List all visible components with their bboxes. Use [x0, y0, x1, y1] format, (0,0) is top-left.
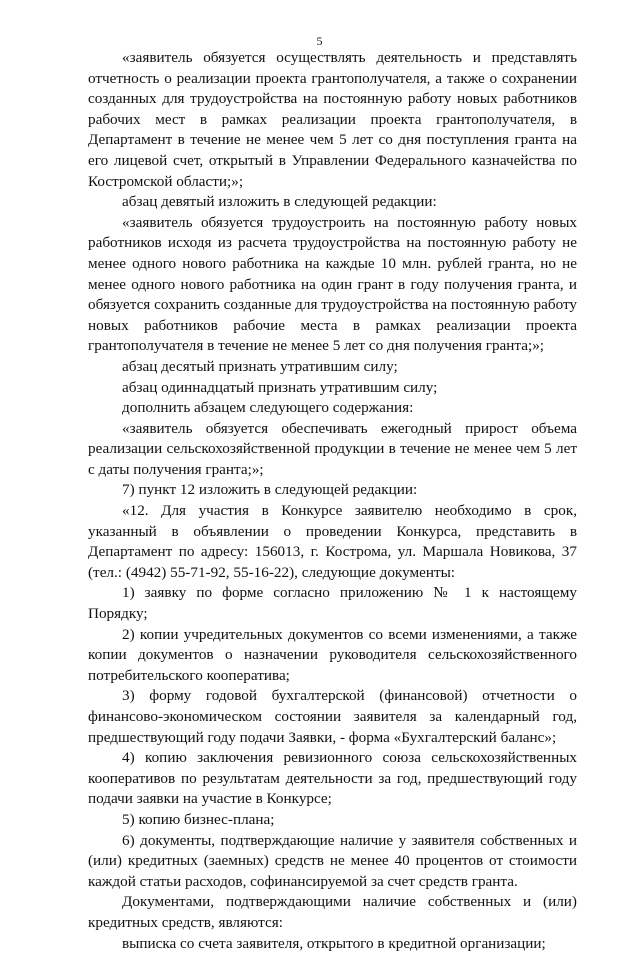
page-number: 5	[316, 34, 323, 48]
paragraph-tenth-abzats-void: абзац десятый признать утратившим силу;	[122, 357, 398, 375]
list-item-2: 2) копии учредительных документов со всеми изменениями, а также копии документов о назначении руководителя сельскохозяйственного потребительского кооператива;	[88, 625, 577, 684]
paragraph-reporting-obligation: «заявитель обязуется осуществлять деятельность и представлять отчетность о реализации проекта грантополучателя, а также о сохранении созданных для трудоустройства на постоянную работу новых работников рабочих мест в рамках реализации проекта грантополучателя, в Департамент в течение не менее чем 5 лет со дня поступления гранта на его лицевой счет, открытый в Управлении Федерального казначейства по Костромской области;»;	[88, 49, 577, 190]
paragraph-clause-12: «12. Для участия в Конкурсе заявителю необходимо в срок, указанный в объявлении о проведении Конкурса, представить в Департамент по адресу: 156013, г. Кострома, ул. Маршала Новикова, 37 (тел.: (4942) 55-71-92, 55-16-22), следующие документы:	[88, 502, 577, 581]
paragraph-sales-growth-obligation: «заявитель обязуется обеспечивать ежегодный прирост объема реализации сельскохозяйственной продукции в течение не менее чем 5 лет с даты получения гранта;»;	[88, 419, 577, 478]
paragraph-employment-obligation: «заявитель обязуется трудоустроить на постоянную работу новых работников исходя из расчета трудоустройства на постоянную работу не менее одного нового работника на каждые 10 млн. рублей гранта, но не менее одного нового работника на один грант в году получения гранта, и обязуется сохранить созданные для трудоустройства на постоянную работу новых работников рабочие места в рамках реализации проекта грантополучателя в течение не менее 5 лет со дня получения гранта;»;	[88, 213, 577, 355]
list-item-1: 1) заявку по форме согласно приложению № 1 к настоящему Порядку;	[88, 584, 577, 623]
list-item-4: 4) копию заключения ревизионного союза сельскохозяйственных кооперативов по результатам деятельности за год, предшествующий году подачи заявки на участие в Конкурсе;	[88, 749, 577, 808]
document-body	[88, 48, 577, 954]
list-item-3: 3) форму годовой бухгалтерской (финансовой) отчетности о финансово-экономическом состоянии заявителя за календарный год, предшествующий году подачи Заявки, - форма «Бухгалтерский баланс»;	[88, 687, 577, 746]
paragraph-documents-intro: Документами, подтверждающими наличие собственных и (или) кредитных средств, являются:	[88, 893, 577, 931]
paragraph-eleventh-abzats-void: абзац одиннадцатый признать утратившим силу;	[122, 378, 438, 396]
paragraph-bank-statement: выписка со счета заявителя, открытого в кредитной организации;	[122, 934, 546, 952]
paragraph-ninth-abzats-heading: абзац девятый изложить в следующей редакции:	[122, 193, 437, 211]
paragraph-add-abzats: дополнить абзацем следующего содержания:	[122, 399, 414, 417]
list-item-6: 6) документы, подтверждающие наличие у заявителя собственных и (или) кредитных (заемных) средств не менее 40 процентов от стоимости каждой статьи расходов, софинансируемой за счет средств гранта.	[88, 831, 577, 890]
paragraph-item-7: 7) пункт 12 изложить в следующей редакции:	[122, 481, 418, 499]
list-item-5: 5) копию бизнес-плана;	[122, 810, 275, 828]
